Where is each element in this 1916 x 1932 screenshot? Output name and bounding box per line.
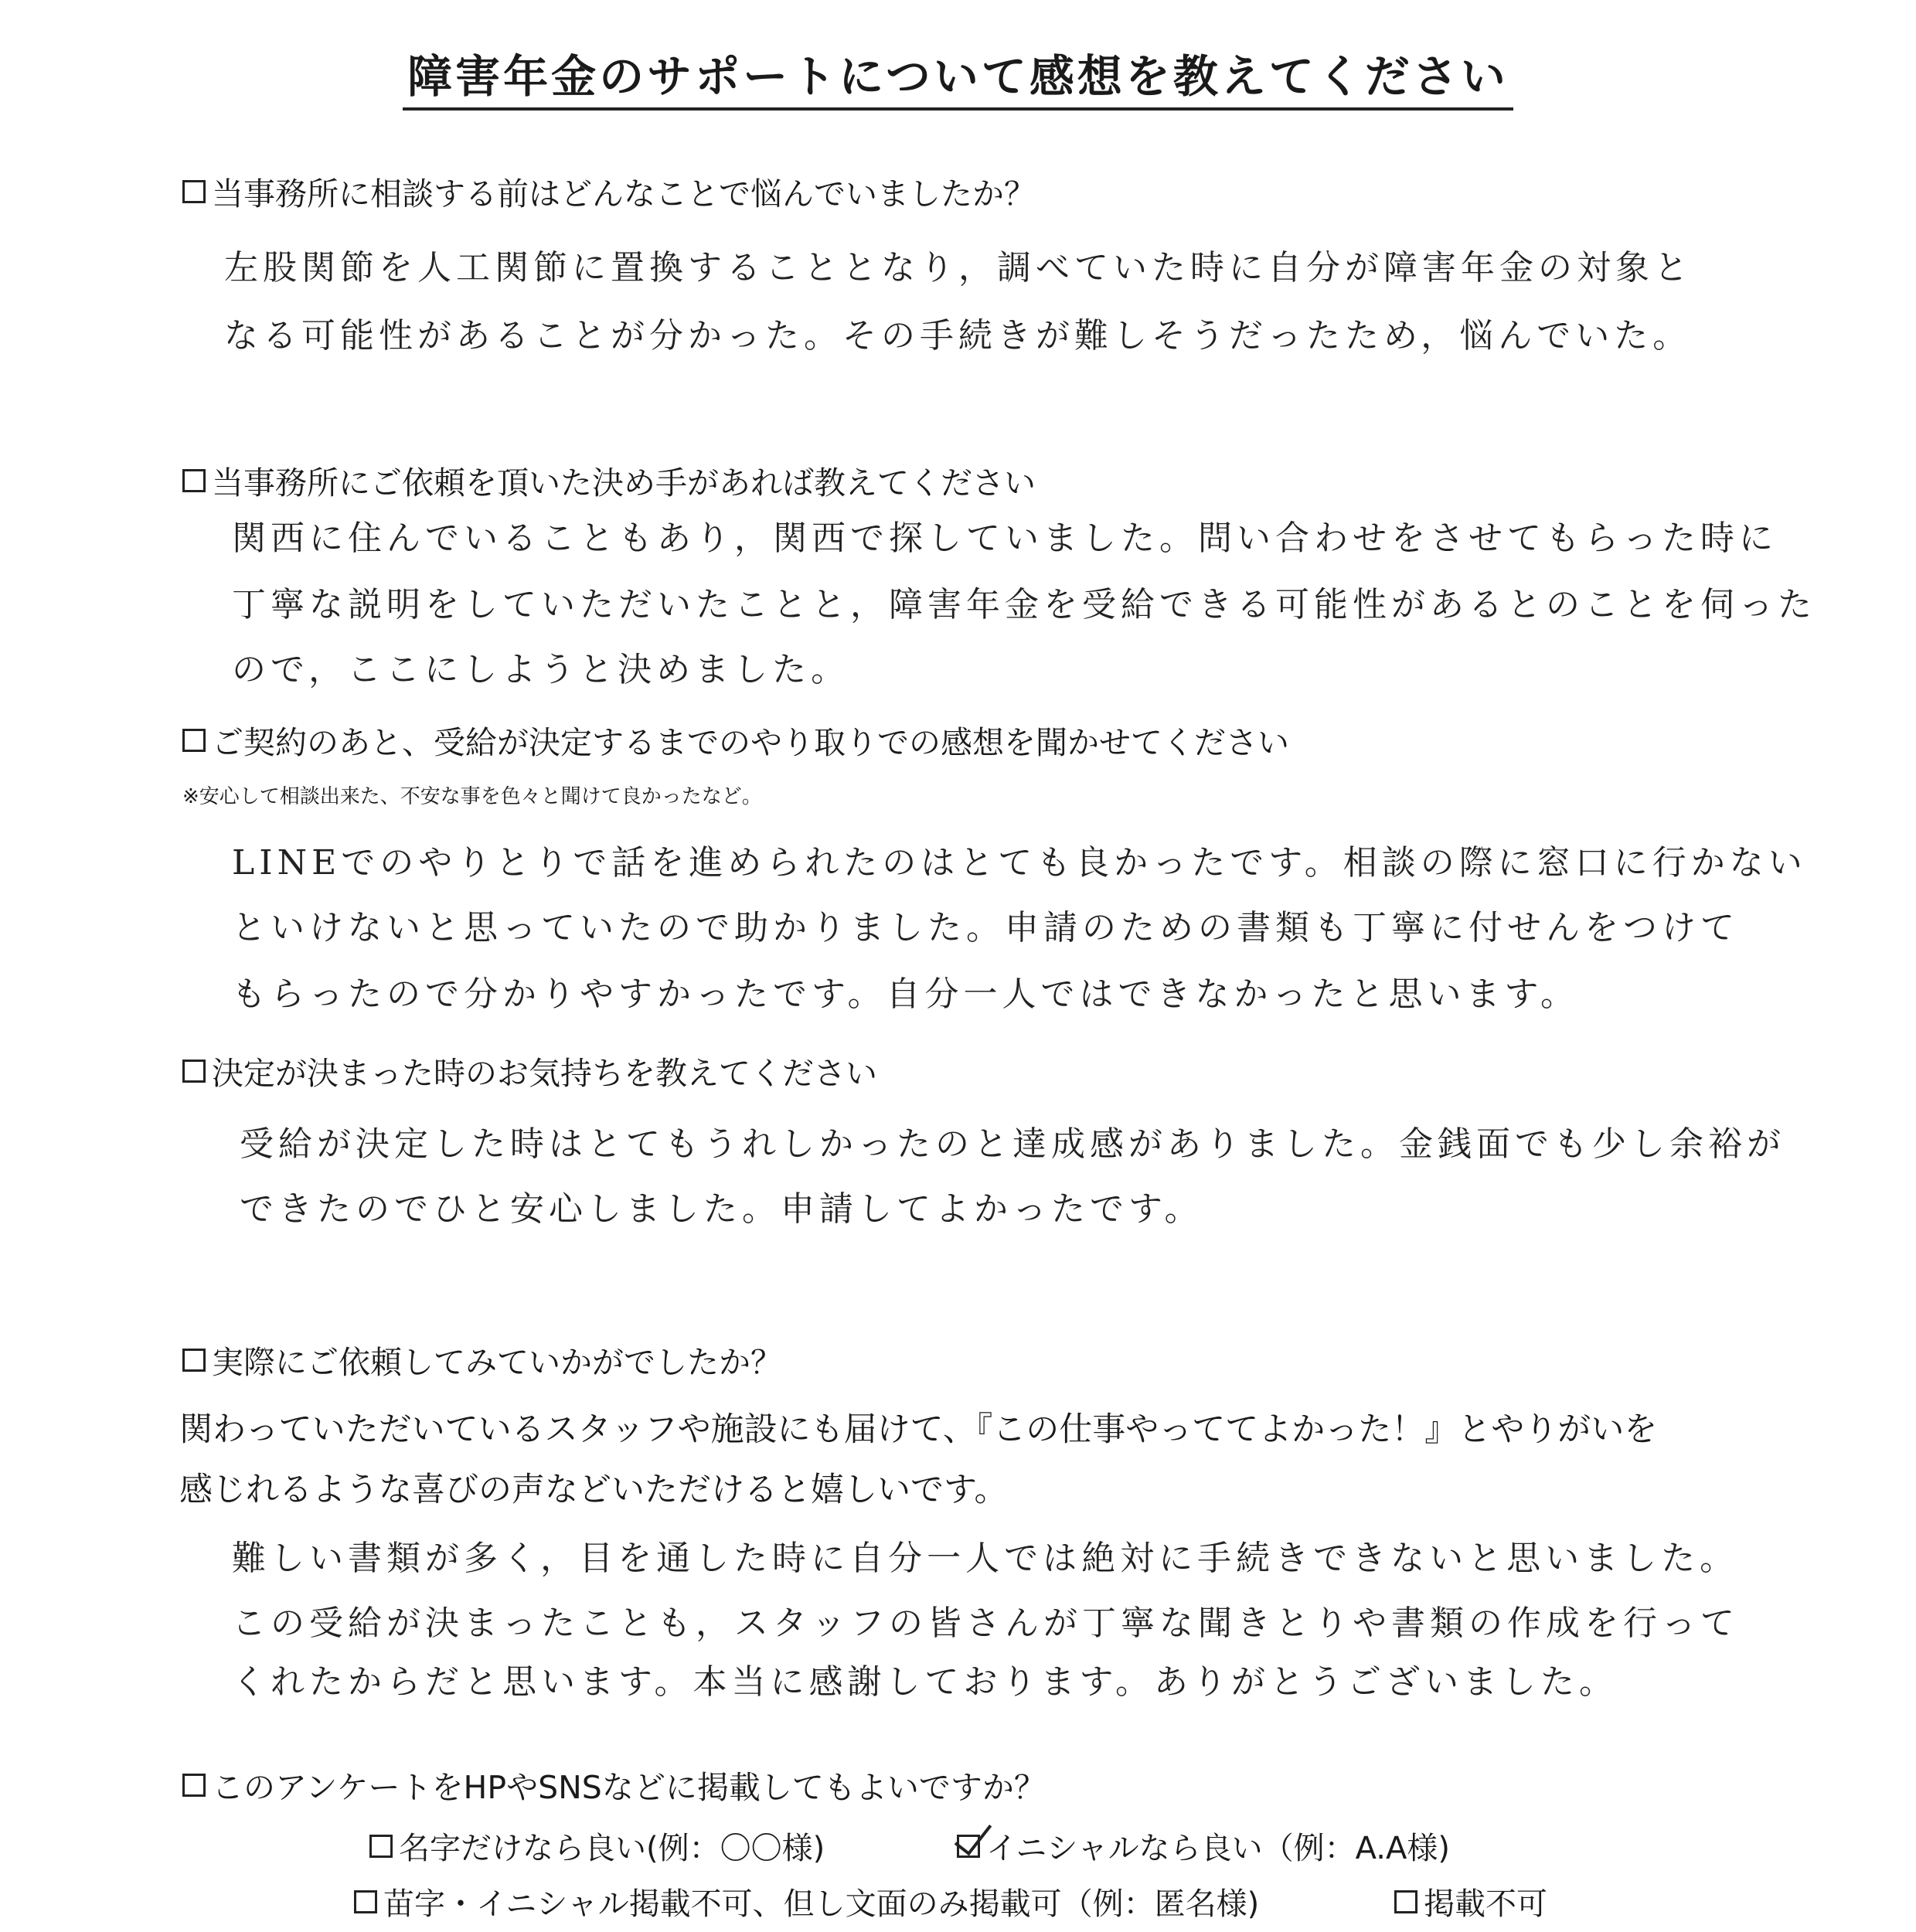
option-surname-only[interactable]: 名字だけなら良い(例：〇〇様) — [369, 1824, 825, 1868]
checkbox-icon — [182, 729, 206, 752]
checkbox-icon — [182, 1349, 206, 1372]
question-label: このアンケートをHPやSNSなどに掲載してもよいですか？ — [212, 1769, 1046, 1806]
answer-line: 受給が決定した時はとてもうれしかったのと達成感がありました。金銭面でも少し余裕が — [240, 1124, 1785, 1164]
answer-line: できたのでひと安心しました。申請してよかったです。 — [240, 1189, 1203, 1229]
question-label: 決定が決まった時のお気持ちを教えてください — [212, 1055, 877, 1092]
question-1 — [182, 168, 1036, 214]
answer-line: といけないと思っていたので助かりました。申請のための書類も丁寧に付せんをつけて — [232, 908, 1739, 947]
question-body: 感じれるような喜びの声などいただけると嬉しいです。 — [179, 1471, 1008, 1509]
question-label: 当事務所に相談する前はどんなことで悩んでいましたか？ — [212, 175, 1036, 213]
answer-line: この受給が決まったことも，スタッフの皆さんが丁寧な聞きとりや書類の作成を行って — [232, 1604, 1739, 1643]
question-body: 関わっていただいているスタッフや施設にも届けて、『この仕事やっててよかった！』とやりがいを — [179, 1410, 1658, 1449]
answer-line: 関西に住んでいることもあり，関西で探していました。問い合わせをさせてもらった時に — [232, 519, 1778, 558]
checkbox-icon — [182, 469, 206, 492]
answer-line: なる可能性があることが分かった。その手続きが難しそうだったため，悩んでいた。 — [224, 316, 1692, 355]
option-text-only[interactable]: 苗字・イニシャル掲載不可、但し文面のみ掲載可（例：匿名様) — [354, 1879, 1259, 1923]
question-3 — [182, 717, 1289, 763]
question-6 — [182, 1762, 1046, 1808]
checkbox-icon[interactable] — [1394, 1890, 1417, 1913]
question-5 — [182, 1337, 782, 1383]
page-title: 障害年金のサポートについて感想を教えてください — [0, 40, 1916, 105]
checkbox-icon — [182, 1774, 206, 1797]
option-no-publish[interactable]: 掲載不可 — [1394, 1879, 1547, 1923]
answer-line: 難しい書類が多く，目を通した時に自分一人では絶対に手続きできないと思いました。 — [232, 1539, 1739, 1578]
checkbox-icon — [182, 180, 206, 203]
checkbox-icon[interactable] — [354, 1890, 377, 1913]
question-label: 当事務所にご依頼を頂いた決め手があれば教えてください — [212, 464, 1036, 502]
answer-line: くれたからだと思います。本当に感謝しております。ありがとうございました。 — [232, 1662, 1618, 1702]
answer-line: もらったので分かりやすかったです。自分一人ではできなかったと思います。 — [232, 975, 1579, 1014]
answer-line: 左股関節を人工関節に置換することとなり，調べていた時に自分が障害年金の対象と — [224, 248, 1693, 287]
answer-line: LINEでのやりとりで話を進められたのはとても良かったです。相談の際に窓口に行かない — [232, 843, 1807, 883]
answer-line: 丁寧な説明をしていただいたことと，障害年金を受給できる可能性があるとのことを伺った — [232, 585, 1816, 624]
answer-line: ので，ここにしようと決めました。 — [232, 650, 850, 689]
question-label: ご契約のあと、受給が決定するまでのやり取りでの感想を聞かせてください — [212, 724, 1289, 761]
question-2 — [182, 457, 1036, 503]
checkbox-icon — [182, 1060, 206, 1083]
question-note: ※安心して相談出来た、不安な事を色々と聞けて良かったなど。 — [182, 785, 762, 808]
option-initials[interactable]: イニシャルなら良い（例：A.A様) — [957, 1824, 1450, 1868]
checkbox-icon[interactable] — [369, 1835, 393, 1858]
question-4 — [182, 1048, 877, 1094]
question-label: 実際にご依頼してみていかがでしたか？ — [212, 1344, 782, 1381]
checked-checkbox-icon[interactable] — [957, 1835, 980, 1858]
